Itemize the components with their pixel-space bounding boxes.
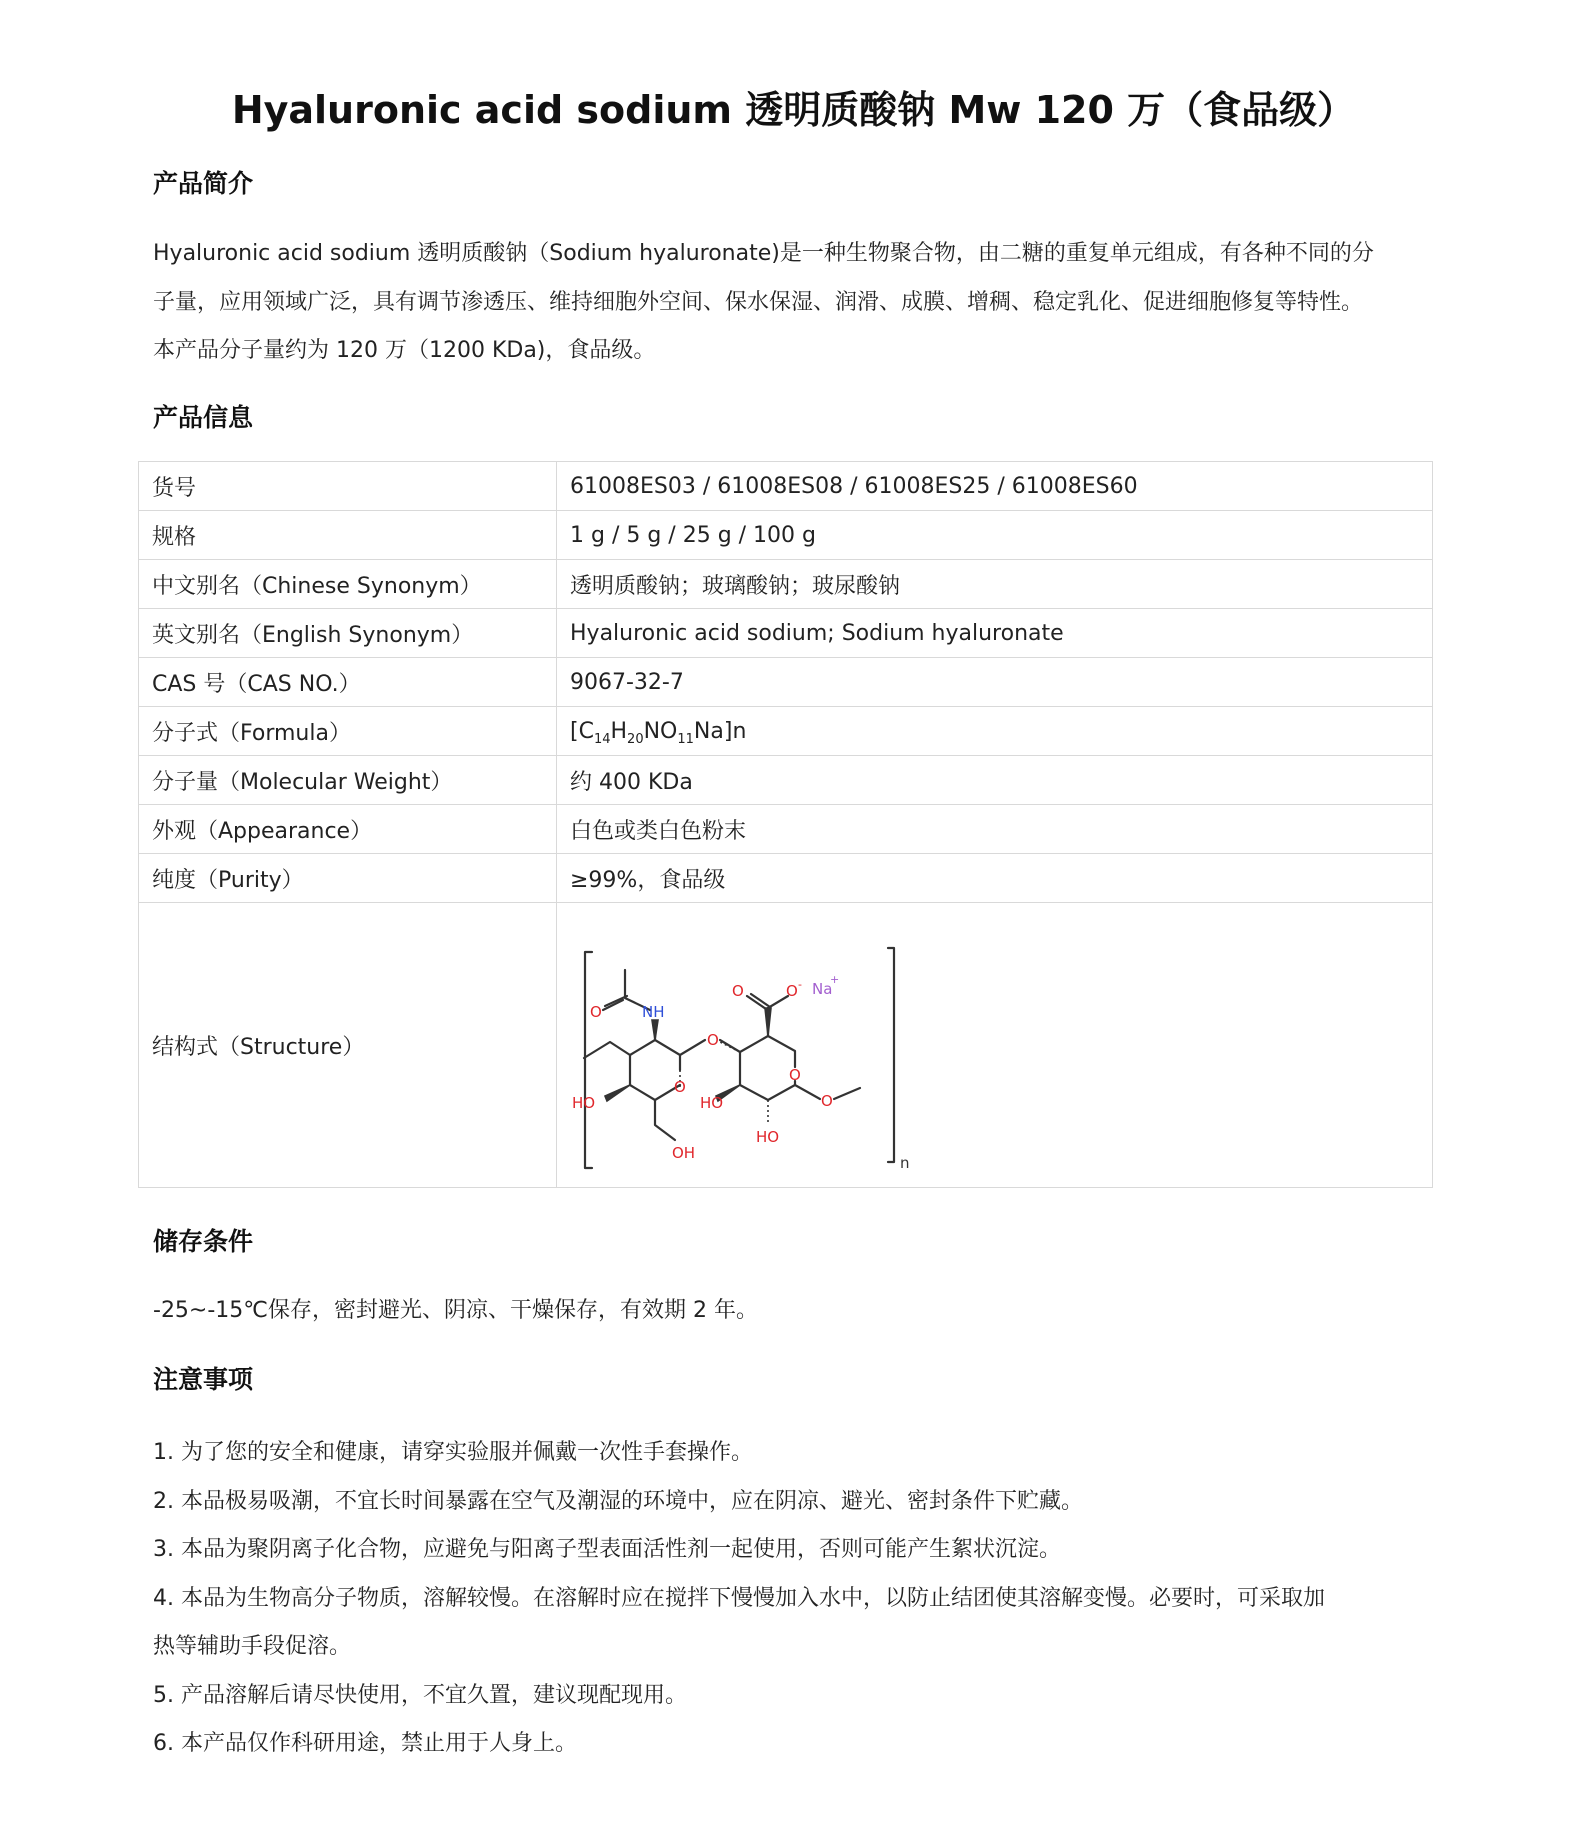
row-value-catalog-number: 61008ES03 / 61008ES08 / 61008ES25 / 61008ES60 (557, 462, 1433, 511)
row-value-formula (557, 707, 1433, 756)
atom-nh: NH (642, 1003, 665, 1021)
formula-part: [C (570, 718, 594, 744)
row-value-size: 1 g / 5 g / 25 g / 100 g (557, 511, 1433, 560)
row-value-structure (557, 903, 1433, 1188)
row-value-molecular-weight: 约 400 KDa (557, 756, 1433, 805)
repeat-n: n (900, 1154, 910, 1172)
row-label-cas: CAS 号（CAS NO.） (139, 658, 557, 707)
row-label-purity: 纯度（Purity） (139, 854, 557, 903)
notes-heading: 注意事项 (153, 1365, 254, 1394)
atom-ho-left: HO (572, 1094, 596, 1112)
intro-heading: 产品简介 (153, 169, 254, 198)
table-row (139, 462, 1433, 511)
page-title: Hyaluronic acid sodium 透明质酸钠 Mw 120 万（食品级） (231, 88, 1356, 132)
note-line: 热等辅助手段促溶。 (153, 1634, 352, 1659)
row-value-purity: ≥99%，食品级 (557, 854, 1433, 903)
info-heading: 产品信息 (153, 403, 254, 432)
row-label-catalog-number: 货号 (139, 462, 557, 511)
row-label-size: 规格 (139, 511, 557, 560)
note-line: 1. 为了您的安全和健康，请穿实验服并佩戴一次性手套操作。 (153, 1440, 753, 1465)
atom-ho-mid: HO (700, 1094, 724, 1112)
table-row (139, 609, 1433, 658)
product-info-table (138, 461, 1433, 1188)
storage-text (153, 1287, 1453, 1336)
note-line: 6. 本产品仅作科研用途，禁止用于人身上。 (153, 1731, 577, 1756)
formula-subscript: 11 (677, 731, 694, 747)
table-row (139, 511, 1433, 560)
row-value-appearance: 白色或类白色粉末 (557, 805, 1433, 854)
formula-part: Na]n (693, 718, 747, 744)
row-label-appearance: 外观（Appearance） (139, 805, 557, 854)
atom-ho-bottom: HO (756, 1128, 780, 1146)
note-line: 2. 本品极易吸潮，不宜长时间暴露在空气及潮湿的环境中，应在阴凉、避光、密封条件下贮藏。 (153, 1488, 1083, 1514)
formula-subscript: 20 (627, 731, 644, 747)
structure-diagram (570, 910, 920, 1180)
row-label-chinese-synonym: 中文别名（Chinese Synonym） (139, 560, 557, 609)
formula-part: NO (643, 718, 678, 744)
formula-subscript: 14 (593, 731, 611, 747)
storage-heading: 储存条件 (153, 1227, 254, 1256)
intro-line: 子量，应用领域广泛，具有调节渗透压、维持细胞外空间、保水保湿、润滑、成膜、增稠、稳定乳化、促进细胞修复等特性。 (153, 289, 1364, 315)
table-row (139, 707, 1433, 756)
note-item (153, 1429, 1453, 1478)
note-item (153, 1478, 1453, 1527)
table-row (139, 854, 1433, 903)
atom-carboxyl-o: O (732, 982, 744, 1000)
table-row (139, 903, 1433, 1188)
intro-paragraph (153, 230, 1453, 376)
table-row (139, 805, 1433, 854)
atom-glyco-o: O (821, 1092, 833, 1110)
atom-ring-o-left: O (674, 1078, 686, 1096)
row-value-english-synonym: Hyaluronic acid sodium; Sodium hyaluronate (557, 609, 1433, 658)
table-row (139, 560, 1433, 609)
row-label-molecular-weight: 分子量（Molecular Weight） (139, 756, 557, 805)
table-row (139, 756, 1433, 805)
intro-line: 本产品分子量约为 120 万（1200 KDa)，食品级。 (153, 338, 656, 363)
atom-oh-bottom: OH (672, 1144, 696, 1162)
note-item (153, 1575, 1453, 1672)
row-label-formula: 分子式（Formula） (139, 707, 557, 756)
note-item (153, 1720, 1453, 1769)
formula-part: H (610, 718, 628, 744)
atom-carbonyl-o: O (590, 1003, 602, 1021)
note-line: 5. 产品溶解后请尽快使用，不宜久置，建议现配现用。 (153, 1682, 687, 1708)
note-line: 3. 本品为聚阴离子化合物，应避免与阳离子型表面活性剂一起使用，否则可能产生絮状沉淀。 (153, 1537, 1061, 1562)
note-item (153, 1526, 1453, 1575)
charge-minus: - (798, 978, 802, 991)
storage-line: -25~-15℃保存，密封避光、阴凉、干燥保存，有效期 2 年。 (153, 1298, 758, 1323)
table-row (139, 658, 1433, 707)
charge-plus: + (830, 973, 840, 986)
row-value-chinese-synonym: 透明质酸钠；玻璃酸钠；玻尿酸钠 (557, 560, 1433, 609)
atom-bridge-o: O (707, 1031, 719, 1049)
row-label-english-synonym: 英文别名（English Synonym） (139, 609, 557, 658)
note-item (153, 1672, 1453, 1721)
row-label-structure: 结构式（Structure） (139, 903, 557, 1188)
atom-carboxylate-o: O (786, 982, 798, 1000)
intro-line: Hyaluronic acid sodium 透明质酸钠（Sodium hyaluronate)是一种生物聚合物，由二糖的重复单元组成，有各种不同的分 (153, 241, 1374, 266)
atom-na: Na (812, 980, 833, 998)
notes-list (153, 1429, 1453, 1769)
structure-bonds (584, 948, 894, 1168)
row-value-cas: 9067-32-7 (557, 658, 1433, 707)
atom-ring-o-right: O (789, 1066, 801, 1084)
note-line: 4. 本品为生物高分子物质，溶解较慢。在溶解时应在搅拌下慢慢加入水中，以防止结团使其溶解变慢。必要时，可采取加 (153, 1585, 1325, 1611)
